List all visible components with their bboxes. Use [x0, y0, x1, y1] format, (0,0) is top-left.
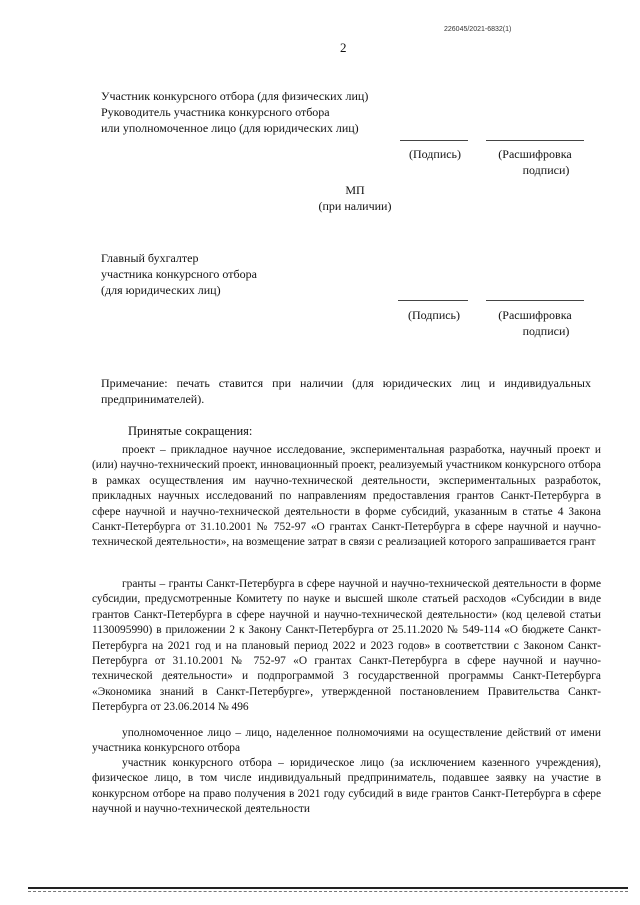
signature-line — [398, 300, 468, 301]
decode-label — [484, 146, 586, 178]
signature-label: (Подпись) — [407, 308, 461, 322]
participant-signature-caption — [101, 88, 368, 136]
stamp-note-paragraph: Примечание: печать ставится при наличии (для юридических лиц и индивидуальных предпринимателей). — [101, 376, 591, 406]
stamp-label: МП — [345, 183, 365, 197]
stamp-note: (при наличии) — [318, 199, 392, 213]
stamp-area — [300, 182, 410, 214]
caption-line: Участник конкурсного отбора (для физических лиц) — [101, 89, 369, 103]
accountant-signature-caption — [101, 250, 257, 298]
decode-label-line2: подписи) — [522, 324, 570, 338]
abbreviations-title: Принятые сокращения: — [128, 424, 253, 438]
document-id: 226045/2021-6832(1) — [444, 26, 512, 33]
decode-label-line2: подписи) — [522, 163, 570, 177]
caption-line: Руководитель участника конкурсного отбора — [101, 105, 330, 119]
caption-line: Главный бухгалтер — [101, 251, 199, 265]
page-number: 2 — [340, 40, 347, 55]
definition-grants: гранты – гранты Санкт-Петербурга в сфере научной и научно-технической деятельности в форме субсидии, предусмотренные Комитету по науке и высшей школе статьей расходов «Субсидии в виде грантов Санкт-Петербурга в сфере научной и научно-технической деятельности» (код целевой статьи 1130095990) в приложении 2 к Закону Санкт-Петербурга от 25.11.2020 № 549-114 «О бюджете Санкт-Петербурга на 2021 год и на плановый период 2022 и 2023 годов» в соответствии с Законом Санкт-Петербурга от 31.10.2001 № 752-97 «О грантах Санкт-Петербурга в сфере научной и научно-технической деятельности» и подпрограммой 3 государственной программы Санкт-Петербурга «Экономика знаний в Санкт-Петербурге», утвержденной постановлением Правительства Санкт-Петербурга от 23.06.2014 № 496 — [92, 578, 601, 714]
decode-line — [486, 300, 584, 301]
definition-participant: участник конкурсного отбора – юридическое лицо (за исключением казенного учреждения), физическое лицо, в том числе индивидуальный предприниматель, подавшее заявку на участие в конкурсном отборе на право получения в 2021 году субсидий в виде грантов Санкт-Петербурга в сфере научной и научно-технической деятельности — [92, 757, 601, 816]
caption-line: участника конкурсного отбора — [101, 267, 257, 281]
signature-label: (Подпись) — [408, 147, 462, 161]
caption-line: (для юридических лиц) — [101, 283, 221, 297]
scan-bottom-edge — [28, 891, 628, 892]
decode-label-line1: (Расшифровка — [498, 308, 572, 322]
signature-line — [400, 140, 468, 141]
decode-line — [486, 140, 584, 141]
decode-label — [484, 307, 586, 339]
definition-project: проект – прикладное научное исследование, экспериментальная разработка, научный проект и (или) научно-технический проект, инновационный проект, реализуемый участником конкурсного отбора в рамках осуществления им научно-технической деятельности, экспериментальных разработок, прикладных научных исследований по направлениям предоставления грантов Санкт-Петербурга в сфере научной и научно-технической деятельности в форме субсидий, указанным в статье 4 Закона Санкт-Петербурга от 31.10.2001 № 752-97 «О грантах Санкт-Петербурга в сфере научной и научно-технической деятельности», на возмещение затрат в связи с реализацией которого запрашивается грант — [92, 444, 601, 549]
definition-authorized-person: уполномоченное лицо – лицо, наделенное полномочиями на осуществление действий от имени участника конкурсного отбора — [92, 727, 601, 755]
scan-bottom-edge — [28, 887, 628, 889]
caption-line: или уполномоченное лицо (для юридических лиц) — [101, 121, 359, 135]
decode-label-line1: (Расшифровка — [498, 147, 572, 161]
